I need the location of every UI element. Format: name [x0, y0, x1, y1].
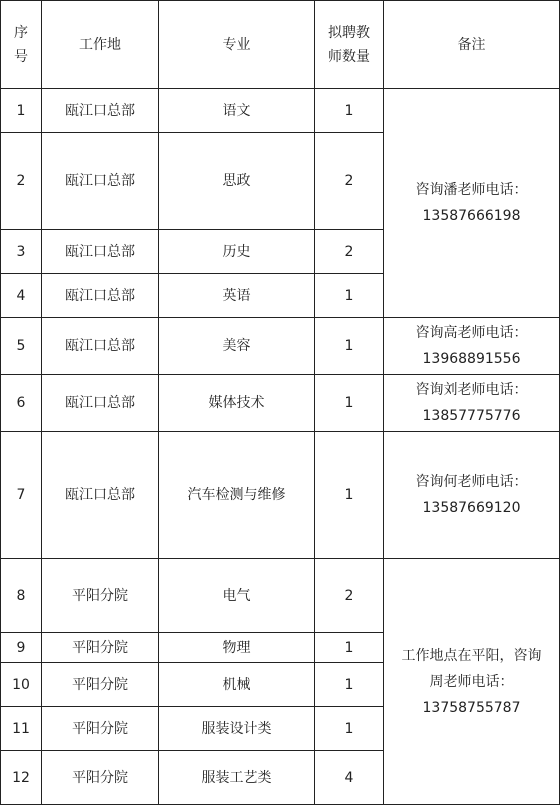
cell-count: 2: [315, 559, 384, 633]
header-seq-line-1: 序: [14, 24, 28, 41]
cell-count: 1: [315, 274, 384, 318]
cell-location: 瓯江口总部: [42, 318, 159, 375]
cell-seq: 7: [1, 432, 42, 559]
cell-count: 2: [315, 133, 384, 230]
header-major: 专业: [159, 1, 315, 89]
cell-major: 汽车检测与维修: [159, 432, 315, 559]
cell-count: 1: [315, 318, 384, 375]
note-phone: 13758755787: [422, 699, 521, 716]
cell-seq: 11: [1, 707, 42, 751]
cell-major: 服装设计类: [159, 707, 315, 751]
cell-seq: 12: [1, 751, 42, 805]
cell-major: 媒体技术: [159, 375, 315, 432]
cell-count: 1: [315, 375, 384, 432]
note-phone: 13857775776: [422, 408, 521, 424]
note-cell-he: [384, 432, 560, 559]
cell-seq: 9: [1, 633, 42, 663]
cell-count: 1: [315, 663, 384, 707]
cell-major: 语文: [159, 89, 315, 133]
note-cell-zhou: [384, 559, 560, 805]
cell-seq: 1: [1, 89, 42, 133]
note-cell-gao: [384, 318, 560, 375]
table-row: [1, 432, 560, 559]
cell-major: 美容: [159, 318, 315, 375]
note-line: 咨询高老师电话：: [415, 325, 528, 341]
cell-count: 2: [315, 230, 384, 274]
table-row: [1, 559, 560, 633]
cell-location: 瓯江口总部: [42, 230, 159, 274]
cell-major: 机械: [159, 663, 315, 707]
note-line: 周老师电话：: [429, 673, 514, 690]
header-count-line-1: 拟聘教: [328, 24, 370, 41]
note-cell-pan: [384, 89, 560, 318]
cell-major: 历史: [159, 230, 315, 274]
header-row: [1, 1, 560, 89]
cell-seq: 5: [1, 318, 42, 375]
note-phone: 13968891556: [422, 351, 521, 367]
cell-count: 4: [315, 751, 384, 805]
cell-location: 平阳分院: [42, 707, 159, 751]
cell-seq: 10: [1, 663, 42, 707]
cell-seq: 2: [1, 133, 42, 230]
cell-major: 服装工艺类: [159, 751, 315, 805]
cell-seq: 4: [1, 274, 42, 318]
table-row: [1, 375, 560, 432]
note-line: 工作地点在平阳，咨询: [401, 647, 542, 664]
cell-count: 1: [315, 633, 384, 663]
table-row: [1, 89, 560, 133]
cell-location: 平阳分院: [42, 633, 159, 663]
cell-location: 平阳分院: [42, 751, 159, 805]
cell-count: 1: [315, 89, 384, 133]
cell-location: 瓯江口总部: [42, 274, 159, 318]
cell-count: 1: [315, 432, 384, 559]
note-phone: 13587669120: [422, 500, 521, 516]
cell-major: 思政: [159, 133, 315, 230]
cell-count: 1: [315, 707, 384, 751]
cell-location: 瓯江口总部: [42, 432, 159, 559]
cell-location: 瓯江口总部: [42, 375, 159, 432]
header-location: 工作地: [42, 1, 159, 89]
header-count-line-2: 师数量: [328, 48, 370, 65]
cell-location: 瓯江口总部: [42, 133, 159, 230]
header-seq-line-2: 号: [14, 48, 28, 65]
cell-location: 平阳分院: [42, 663, 159, 707]
cell-seq: 8: [1, 559, 42, 633]
note-line: 咨询刘老师电话：: [415, 382, 528, 398]
cell-seq: 3: [1, 230, 42, 274]
cell-major: 物理: [159, 633, 315, 663]
cell-location: 瓯江口总部: [42, 89, 159, 133]
header-count: [315, 1, 384, 89]
cell-major: 电气: [159, 559, 315, 633]
header-seq: [1, 1, 42, 89]
note-line: 咨询潘老师电话：: [415, 182, 528, 198]
cell-major: 英语: [159, 274, 315, 318]
note-line: 咨询何老师电话：: [415, 474, 528, 490]
note-phone: 13587666198: [422, 208, 521, 224]
note-cell-liu: [384, 375, 560, 432]
table-row: [1, 318, 560, 375]
header-notes: 备注: [384, 1, 560, 89]
cell-location: 平阳分院: [42, 559, 159, 633]
cell-seq: 6: [1, 375, 42, 432]
